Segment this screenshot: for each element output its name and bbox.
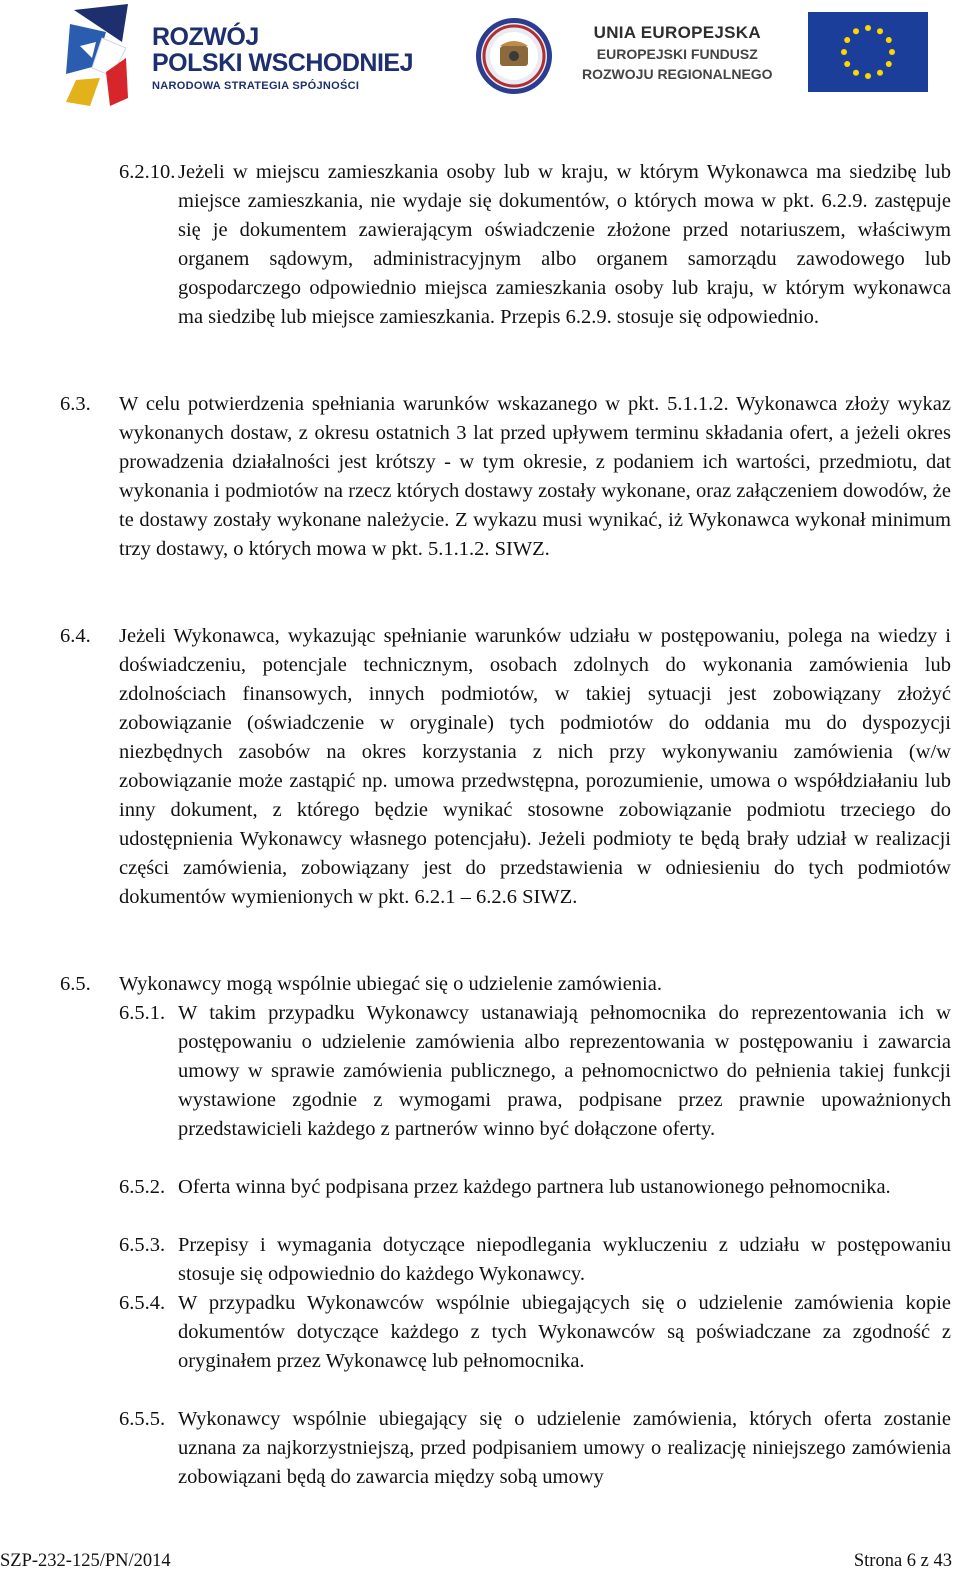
section-number-6-3: 6.3. xyxy=(60,393,91,415)
page-header xyxy=(0,0,960,120)
section-text-6-5-1: W takim przypadku Wykonawcy ustanawiają pełnomocnika do reprezentowania ich w postępowaniu o udzielenie zamówienia albo reprezentowania w postępowaniu i zawarcia umowy w sprawie zamówienia publicznego, a pełnomocnictwo do pełnienia takiej funkcji wystawione zgodnie z wymogami prawa, podpisane przez prawnie upoważnionych przedstawicieli każdego z partnerów winno być dołączone oferty. xyxy=(178,1002,951,1140)
rpw-line-2: POLSKI WSCHODNIEJ xyxy=(152,49,413,77)
eu-fund-wordmark xyxy=(582,22,773,84)
section-number-6-2-10: 6.2.10. xyxy=(119,161,176,183)
section-number-6-5-3: 6.5.3. xyxy=(119,1234,166,1256)
section-number-6-5-5: 6.5.5. xyxy=(119,1408,166,1430)
section-number-6-5: 6.5. xyxy=(60,973,91,995)
document-reference: SZP-232-125/PN/2014 xyxy=(0,1551,171,1571)
eu-line-1: UNIA EUROPEJSKA xyxy=(593,23,761,42)
page-footer xyxy=(0,1548,960,1576)
page-number: Strona 6 z 43 xyxy=(853,1551,952,1571)
rpw-star-logo-icon xyxy=(66,2,146,108)
section-text-6-5-5: Wykonawcy wspólnie ubiegający się o udzielenie zamówienia, których oferta zostanie uznana za najkorzystniejszą, przed podpisaniem umowy o realizację niniejszego zamówienia zobowiązani będą do zawarcia między sobą umowy xyxy=(178,1408,951,1488)
section-number-6-5-4: 6.5.4. xyxy=(119,1292,166,1314)
section-text-6-5-3: Przepisy i wymagania dotyczące niepodlegania wykluczeniu z udziału w postępowaniu stosuje się odpowiednio do każdego Wykonawcy. xyxy=(178,1234,951,1285)
section-text-6-5-4: W przypadku Wykonawców wspólnie ubiegających się o udzielenie zamówienia kopie dokumentów dotyczące każdego z tych Wykonawców są poświadczane za zgodność z oryginałem przez Wykonawcę lub pełnomocnika. xyxy=(178,1292,951,1372)
section-text-6-4: Jeżeli Wykonawca, wykazując spełnianie warunków udziału w postępowaniu, polega na wiedzy i doświadczeniu, potencjale technicznym, osobach zdolnych do wykonania zamówienia lub zdolnościach finansowych, innych podmiotów, w takiej sytuacji jest zobowiązany złożyć zobowiązanie (oświadczenie w oryginale) tych podmiotów do oddania mu do dyspozycji niezbędnych zasobów na okres korzystania z nich przy wykonywaniu zamówienia (w/w zobowiązanie może zastąpić np. umowa przedwstępna, porozumienie, umowa o współdziałaniu lub inny dokument, z którego będzie wynikać stosowne zobowiązanie podmiotu trzeciego do udostępnienia Wykonawcy własnego potencjału). Jeżeli podmioty te będą brały udział w realizacji części zamówienia, zobowiązany jest do przedstawienia w odniesieniu do tych podmiotów dokumentów wymienionych w pkt. 6.2.1 – 6.2.6 SIWZ. xyxy=(119,625,951,908)
eu-flag-icon xyxy=(808,12,928,92)
section-text-6-2-10: Jeżeli w miejscu zamieszkania osoby lub w kraju, w którym Wykonawca ma siedzibę lub miejsce zamieszkania, nie wydaje się dokumentów, o których mowa w pkt. 6.2.9. zastępuje się je dokumentem zawierającym oświadczenie złożone przed notariuszem, właściwym organem sądowym, administracyjnym albo organem samorządu zawodowego lub gospodarczego odpowiednio miejsca zamieszkania osoby lub kraju, w którym wykonawca ma siedzibę lub miejsce zamieszkania. Przepis 6.2.9. stosuje się odpowiednio. xyxy=(178,161,951,328)
eu-line-3: ROZWOJU REGIONALNEGO xyxy=(582,66,773,82)
section-text-6-3: W celu potwierdzenia spełniania warunków wskazanego w pkt. 5.1.1.2. Wykonawca złoży wykaz wykonanych dostaw, z okresu ostatnich 3 lat przed upływem terminu składania ofert, a jeżeli okres prowadzenia działalności jest krótszy - w tym okresie, z podaniem ich wartości, przedmiotu, dat wykonania i podmiotów na rzecz których dostawy zostały wykonane, oraz załączeniem dowodów, że te dostawy zostały wykonane należycie. Z wykazu musi wynikać, iż Wykonawca wykonał minimum trzy dostawy, o których mowa w pkt. 5.1.1.2. SIWZ. xyxy=(119,393,951,560)
section-number-6-5-2: 6.5.2. xyxy=(119,1176,166,1198)
university-seal-icon xyxy=(474,16,554,96)
rozwoj-polski-wschodniej-logo xyxy=(66,2,426,110)
section-number-6-5-1: 6.5.1. xyxy=(119,1002,166,1024)
eu-line-2: EUROPEJSKI FUNDUSZ xyxy=(596,46,758,62)
section-number-6-4: 6.4. xyxy=(60,625,91,647)
rpw-wordmark xyxy=(152,24,413,92)
rpw-line-3: NARODOWA STRATEGIA SPÓJNOŚCI xyxy=(152,80,360,92)
section-text-6-5: Wykonawcy mogą wspólnie ubiegać się o udzielenie zamówienia. xyxy=(119,973,662,995)
rpw-line-1: ROZWÓJ xyxy=(152,23,259,51)
section-text-6-5-2: Oferta winna być podpisana przez każdego partnera lub ustanowionego pełnomocnika. xyxy=(178,1176,891,1198)
